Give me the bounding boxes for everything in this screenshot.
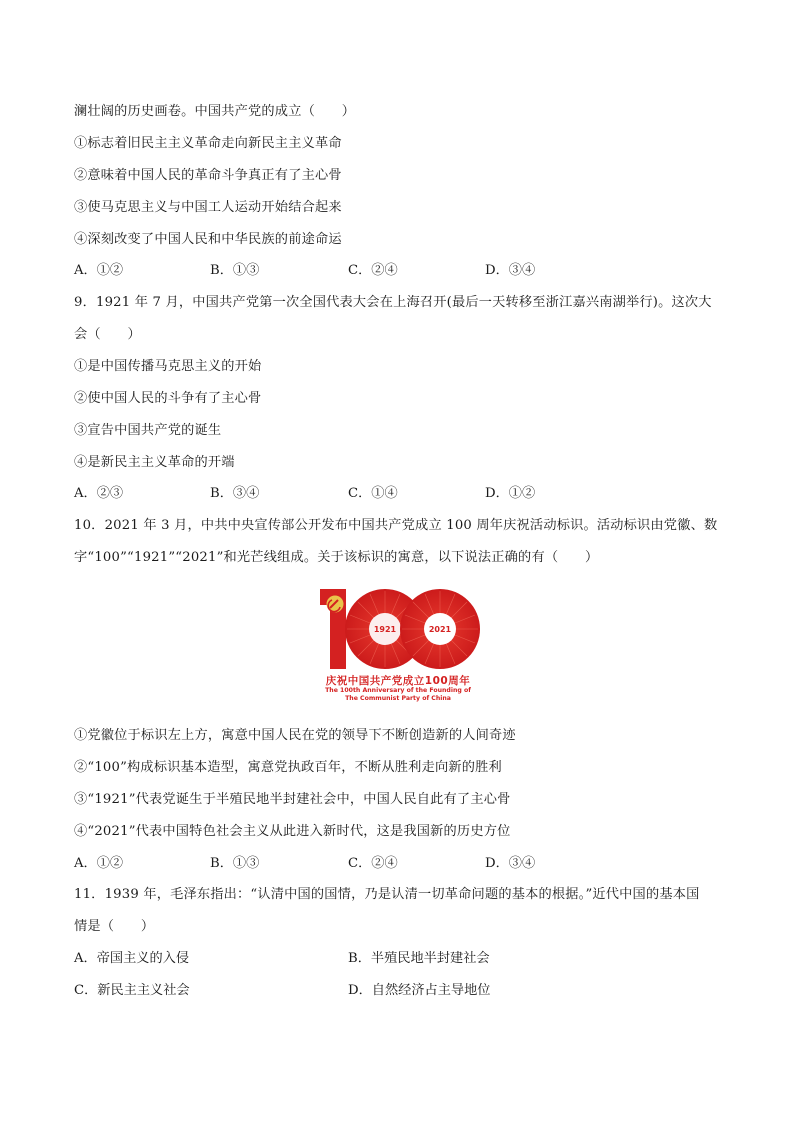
q9-option-d: D．①② [485,486,536,501]
q8-option-a: A．①② [74,263,124,278]
q9-item-4: ④是新民主主义革命的开端 [74,455,235,470]
q11-option-a: A．帝国主义的入侵 [74,951,190,966]
q9-item-1: ①是中国传播马克思主义的开始 [74,359,262,374]
logo-caption-en-1: The 100th Anniversary of the Founding of [325,687,471,694]
q10-item-4: ④“2021”代表中国特色社会主义从此进入新时代，这是我国新的历史方位 [74,824,511,839]
q11-stem-line1: 11．1939 年，毛泽东指出：“认清中国的国情，乃是认清一切革命问题的基本的根据。”近代中国的基本国 [74,887,700,902]
centenary-logo-graphic [312,585,484,673]
q8-item-4: ④深刻改变了中国人民和中华民族的前途命运 [74,232,342,247]
q9-option-b: B．③④ [210,486,260,501]
q8-item-2: ②意味着中国人民的革命斗争真正有了主心骨 [74,168,342,183]
q9-stem-line2: 会（ ） [74,327,141,342]
q8-option-d: D．③④ [485,263,536,278]
digit-one-with-emblem [320,589,346,669]
q10-option-a: A．①② [74,856,124,871]
q9-item-3: ③宣告中国共产党的诞生 [74,423,222,438]
q8-stem-tail: 澜壮阔的历史画卷。中国共产党的成立（ ） [74,104,356,119]
q8-item-3: ③使马克思主义与中国工人运动开始结合起来 [74,200,342,215]
logo-year-1921: 1921 [373,625,397,634]
q10-stem-line1: 10．2021 年 3 月，中共中央宣传部公开发布中国共产党成立 100 周年庆祝活动标识。活动标识由党徽、数 [74,518,718,533]
q9-option-a: A．②③ [74,486,124,501]
q10-option-b: B．①③ [210,856,260,871]
q9-item-2: ②使中国人民的斗争有了主心骨 [74,391,262,406]
q10-item-3: ③“1921”代表党诞生于半殖民地半封建社会中，中国人民自此有了主心骨 [74,792,511,807]
q8-option-b: B．①③ [210,263,260,278]
q10-item-2: ②“100”构成标识基本造型，寓意党执政百年，不断从胜利走向新的胜利 [74,760,502,775]
q10-option-d: D．③④ [485,856,536,871]
q9-stem-line1: 9．1921 年 7 月，中国共产党第一次全国代表大会在上海召开(最后一天转移至浙江嘉兴南湖举行)。这次大 [74,295,712,310]
q11-option-d: D．自然经济占主导地位 [348,983,491,998]
logo-caption-cn: 庆祝中国共产党成立100周年 [325,675,471,687]
q11-stem-line2: 情是（ ） [74,919,155,934]
q11-option-c: C．新民主主义社会 [74,983,190,998]
centenary-logo [312,585,484,707]
logo-caption-en-2: The Communist Party of China [345,695,451,702]
q10-option-c: C．②④ [348,856,398,871]
party-emblem-icon [327,596,344,613]
q8-option-c: C．②④ [348,263,398,278]
q8-item-1: ①标志着旧民主主义革命走向新民主主义革命 [74,136,342,151]
q9-option-c: C．①④ [348,486,398,501]
q11-option-b: B．半殖民地半封建社会 [348,951,490,966]
q10-stem-line2: 字“100”“1921”“2021”和光芒线组成。关于该标识的寓意，以下说法正确的有（ ） [74,550,599,565]
q10-item-1: ①党徽位于标识左上方，寓意中国人民在党的领导下不断创造新的人间奇迹 [74,728,516,743]
logo-year-2021: 2021 [428,625,452,634]
